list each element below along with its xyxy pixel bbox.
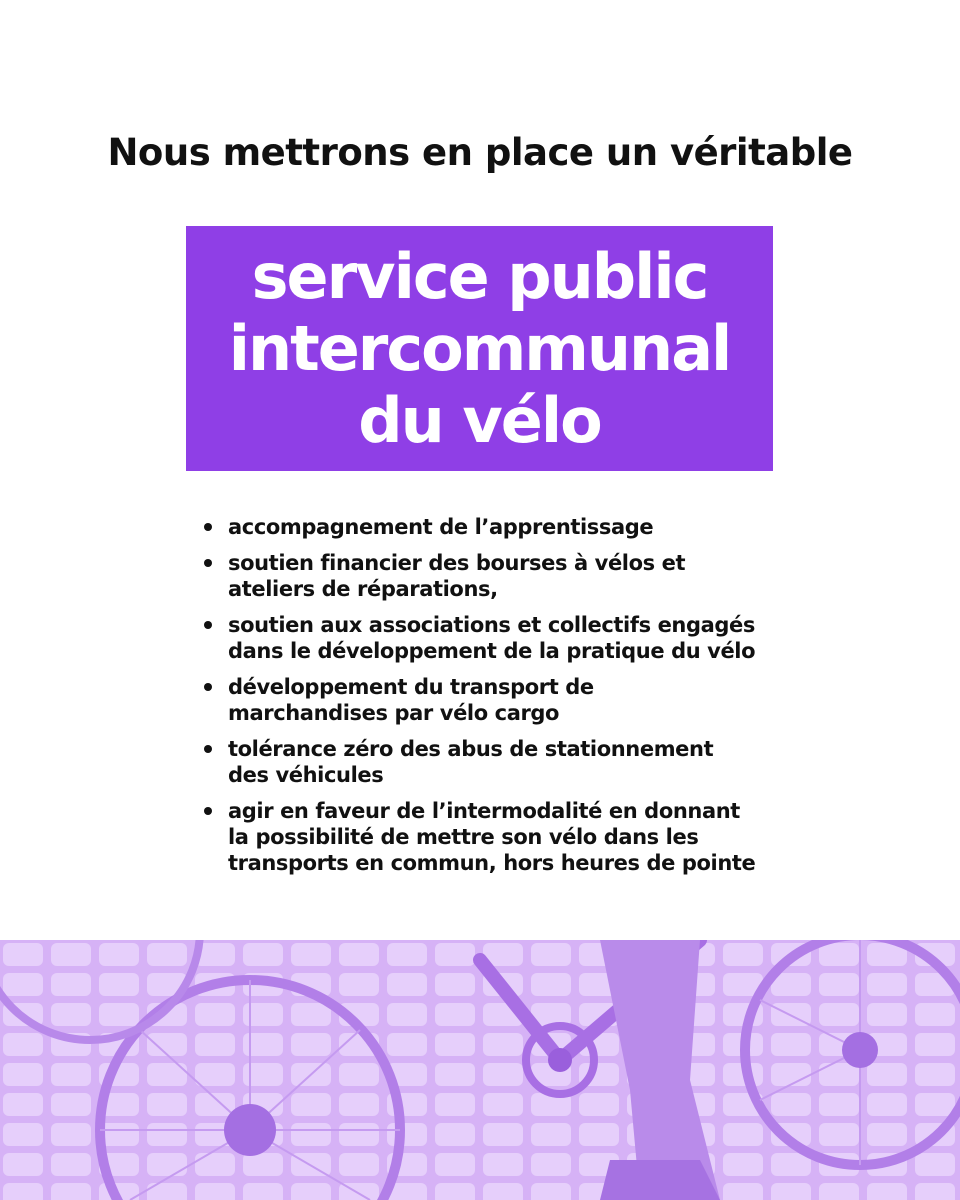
bullet-line: ateliers de réparations, [228, 577, 498, 601]
bullet-line: soutien financier des bourses à vélos et [228, 551, 686, 575]
bullet-item-associations [202, 612, 802, 664]
highlight-line-3: du vélo [358, 383, 601, 457]
bullet-line: accompagnement de l’apprentissage [228, 515, 654, 539]
bullet-item-stationnement [202, 736, 802, 788]
bicycle-photo-band [0, 940, 960, 1200]
bullet-line: agir en faveur de l’intermodalité en donnant [228, 799, 740, 823]
highlight-box [186, 226, 773, 471]
bullet-dot-icon [204, 523, 212, 531]
bullet-line: des véhicules [228, 763, 384, 787]
bullet-line: dans le développement de la pratique du vélo [228, 639, 756, 663]
bullet-item-bourses [202, 550, 802, 602]
bicycle-wheels-image [0, 940, 960, 1200]
bullet-list [202, 514, 802, 886]
bullet-line: marchandises par vélo cargo [228, 701, 560, 725]
bullet-line: transports en commun, hors heures de pointe [228, 851, 756, 875]
bullet-line: la possibilité de mettre son vélo dans les [228, 825, 699, 849]
bullet-dot-icon [204, 807, 212, 815]
bullet-line: tolérance zéro des abus de stationnement [228, 737, 714, 761]
bullet-item-intermodalite [202, 798, 802, 876]
bullet-dot-icon [204, 559, 212, 567]
bullet-item-apprentissage [202, 514, 802, 540]
bullet-item-cargo [202, 674, 802, 726]
highlight-line-2: intercommunal [228, 311, 731, 385]
highlight-line-1: service public [251, 239, 708, 313]
bullet-line: soutien aux associations et collectifs engagés [228, 613, 755, 637]
headline: Nous mettrons en place un véritable [107, 131, 853, 174]
bullet-dot-icon [204, 745, 212, 753]
bullet-line: développement du transport de [228, 675, 594, 699]
bullet-dot-icon [204, 683, 212, 691]
bullet-dot-icon [204, 621, 212, 629]
